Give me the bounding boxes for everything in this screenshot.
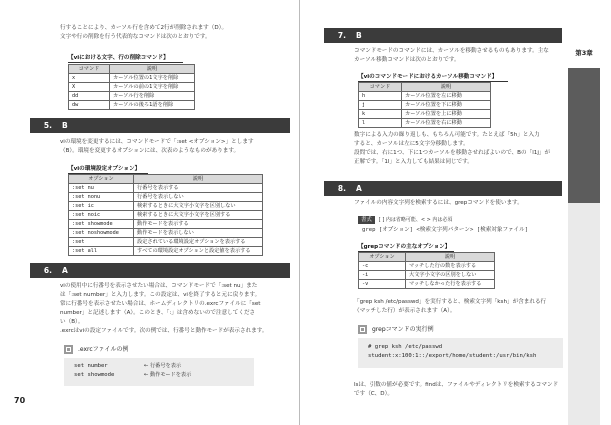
table-cell: 設定されている環境設定オプションを表示する [134, 238, 263, 247]
section-8-line: ファイルの内容文字列を検索するには、grepコマンドを使います。 [354, 200, 523, 206]
section-5-line-1: viの環境を変更するには、コマンドモードで「:set <オプション>」とします [60, 139, 254, 145]
section-6-line-2: は「:set number」と入力します。この設定は、viを終了すると元に戻ります。 [60, 292, 261, 298]
section-5-line-2: （B）。環境を変更するオプションには、次表のようなものがあります。 [60, 148, 240, 154]
code-comment: ← 動作モードを表示 [144, 372, 192, 378]
section-answer: A [356, 184, 362, 193]
table-row [69, 229, 263, 238]
table-cell: カーソルの前の1文字を削除 [110, 83, 195, 92]
intro-line-2: 文字や行の削除を行う代表的なコマンドは次のとおりです。 [60, 34, 211, 40]
move-command-table [358, 82, 491, 128]
table-header: オプション [359, 253, 406, 262]
table-row [69, 193, 263, 202]
section-answer: A [62, 266, 68, 275]
env-option-table [68, 174, 263, 256]
code-line: set number [74, 363, 108, 369]
move-table-caption: 【viのコマンドモードにおけるカーソル移動コマンド】 [358, 72, 508, 82]
table-cell: カーソル位置を右に移動 [402, 119, 491, 128]
section-6-line-1: viの使用中に行番号を表示させたい場合は、コマンドモードで「:set nu」また [60, 283, 258, 289]
example-title: grepコマンドの実行例 [372, 326, 434, 333]
table-row [69, 247, 263, 256]
grep-note-line-1: 「grep ksh /etc/passwd」を実行すると、検索文字列「ksh」が含まれる行 [354, 299, 547, 305]
move-note-line-4: 正解です。「1l」と入力しても結果は同じです。 [354, 159, 473, 165]
table-cell: -i [359, 271, 406, 280]
table-row [69, 92, 195, 101]
table-cell: :set noshowmode [69, 229, 134, 238]
table-cell: :set ic [69, 202, 134, 211]
section-7-header [324, 28, 562, 43]
table-row [69, 184, 263, 193]
table-header: オプション [69, 175, 134, 184]
section-6-header [30, 263, 290, 278]
intro-line-1: 行することにより、カーソル行を含めて2行が削除されます（D）。 [60, 25, 228, 31]
move-note-line-2: すると、カーソルは左に5文字分移動します。 [354, 141, 469, 147]
table-cell: 検索するときに大文字小文字を区別する [134, 211, 263, 220]
table-cell: カーソルの後ろ1語を削除 [110, 101, 195, 110]
grep-note-line-2: （マッチした行）が表示されます（A）。 [354, 308, 456, 314]
table-cell: h [359, 92, 402, 101]
section-5-header [30, 118, 290, 133]
code-line: # grep ksh /etc/passwd [368, 344, 443, 350]
margin-strip [568, 203, 600, 425]
section-6-line-3: 常に行番号を表示させたい場合は、ホームディレクトリの.exrcファイルに「set [60, 301, 261, 307]
grep-example-heading [358, 324, 434, 334]
grep-option-table [358, 252, 495, 289]
grep-example-box [358, 338, 563, 368]
table-row [359, 101, 491, 110]
section-8-header [324, 181, 562, 196]
table-cell: l [359, 119, 402, 128]
table-row [359, 92, 491, 101]
delete-table-caption: 【viにおける文字、行の削除コマンド】 [68, 53, 183, 63]
table-cell: 動作モードを表示する [134, 220, 263, 229]
move-note-line-1: 数字による入力の繰り返しも、もちろん可能です。たとえば「5h」と入力 [354, 132, 540, 138]
table-cell: 検索するときに大文字小文字を区別しない [134, 202, 263, 211]
table-cell: 動作モードを表示しない [134, 229, 263, 238]
section-6-line-4: number」と記述します（A）。このとき、「:」は含めないので注意してくださ [60, 310, 256, 316]
table-cell: k [359, 110, 402, 119]
table-header: コマンド [69, 65, 110, 74]
section-number: 5. [43, 121, 52, 130]
page-number-left: 70 [14, 396, 26, 405]
table-row [359, 280, 495, 289]
table-cell: マッチしなかった行を表示する [406, 280, 495, 289]
table-row [359, 262, 495, 271]
syntax-badge: 書式 [358, 216, 375, 224]
env-table-caption: 【viの環境設定オプション】 [68, 164, 148, 174]
table-header: 説明 [402, 83, 491, 92]
table-cell: :set nonu [69, 193, 134, 202]
table-row [359, 110, 491, 119]
example-icon [358, 325, 367, 334]
table-cell: :set all [69, 247, 134, 256]
table-row [69, 238, 263, 247]
table-cell: dw [69, 101, 110, 110]
chapter-title: ファイルの編集と検索（問題） [602, 78, 611, 190]
delete-command-table [68, 64, 195, 110]
section-number: 8. [337, 184, 346, 193]
table-cell: :set noic [69, 211, 134, 220]
table-header: コマンド [359, 83, 402, 92]
section-answer: B [62, 121, 68, 130]
table-cell: -v [359, 280, 406, 289]
table-cell: カーソル位置を上に移動 [402, 110, 491, 119]
table-row [69, 211, 263, 220]
table-cell: マッチした行の数を表示する [406, 262, 495, 271]
section-number: 7. [337, 31, 346, 40]
table-cell: カーソル位置を下に移動 [402, 101, 491, 110]
table-cell: カーソル行を削除 [110, 92, 195, 101]
table-header: 説明 [110, 65, 195, 74]
table-row [69, 101, 195, 110]
code-line: student:x:100:1::/export/home/student:/usr/bin/ksh [368, 353, 537, 359]
table-cell: -c [359, 262, 406, 271]
table-cell: カーソル位置の1文字を削除 [110, 74, 195, 83]
table-cell: dd [69, 92, 110, 101]
example-heading [64, 344, 129, 354]
section-6-line-6: .exrcはviの設定ファイルです。次の例では、行番号と動作モードが表示されます。 [60, 328, 268, 334]
closing-line-1: lsは、引数の値が必要です。findは、ファイルやディレクトリを検索するコマンド [354, 382, 559, 388]
chapter-label: 第3章 [568, 38, 600, 68]
table-row [359, 271, 495, 280]
section-answer: B [356, 31, 362, 40]
code-comment: ← 行番号を表示 [144, 363, 182, 369]
code-line: set showmode [74, 372, 115, 378]
table-cell: カーソル位置を左に移動 [402, 92, 491, 101]
table-cell: 行番号を表示する [134, 184, 263, 193]
table-row [69, 220, 263, 229]
table-cell: 行番号を表示しない [134, 193, 263, 202]
left-page [0, 0, 300, 425]
table-cell: :set [69, 238, 134, 247]
grep-table-caption: 【grepコマンドの主なオプション】 [358, 242, 454, 252]
right-page [300, 0, 600, 425]
table-header: 説明 [406, 253, 495, 262]
syntax-legend: [ ] 内は省略可能、< > 内は必須 [378, 217, 453, 223]
syntax-legend-row [358, 216, 452, 225]
table-cell: :set nu [69, 184, 134, 193]
chapter-tab [568, 38, 611, 203]
syntax-line: grep [オプション] <検索文字列パターン> [検索対象ファイル] [362, 227, 529, 233]
table-header: 説明 [134, 175, 263, 184]
table-row [69, 83, 195, 92]
closing-line-2: です（C、D）。 [354, 391, 393, 397]
table-cell: x [69, 74, 110, 83]
section-7-line-1: コマンドモードのコマンドには、カーソルを移動させるものもあります。主な [354, 48, 549, 54]
table-cell: すべての環境設定オプションと設定値を表示する [134, 247, 263, 256]
section-number: 6. [43, 266, 52, 275]
table-cell: 大文字小文字の区別をしない [406, 271, 495, 280]
example-icon [64, 345, 73, 354]
table-cell: :set showmode [69, 220, 134, 229]
exrc-example-box [64, 358, 254, 386]
table-row [69, 202, 263, 211]
section-7-line-2: カーソル移動コマンドは次のとおりです。 [354, 57, 460, 63]
example-title: .exrcファイルの例 [78, 346, 129, 353]
table-row [69, 74, 195, 83]
table-cell: X [69, 83, 110, 92]
move-note-line-3: 設問では、右に1つ、下に1つカーソルを移動させればよいので、Bの「l1j」が [354, 150, 551, 156]
table-row [359, 119, 491, 128]
section-6-line-5: い（B）。 [60, 319, 84, 325]
table-cell: j [359, 101, 402, 110]
